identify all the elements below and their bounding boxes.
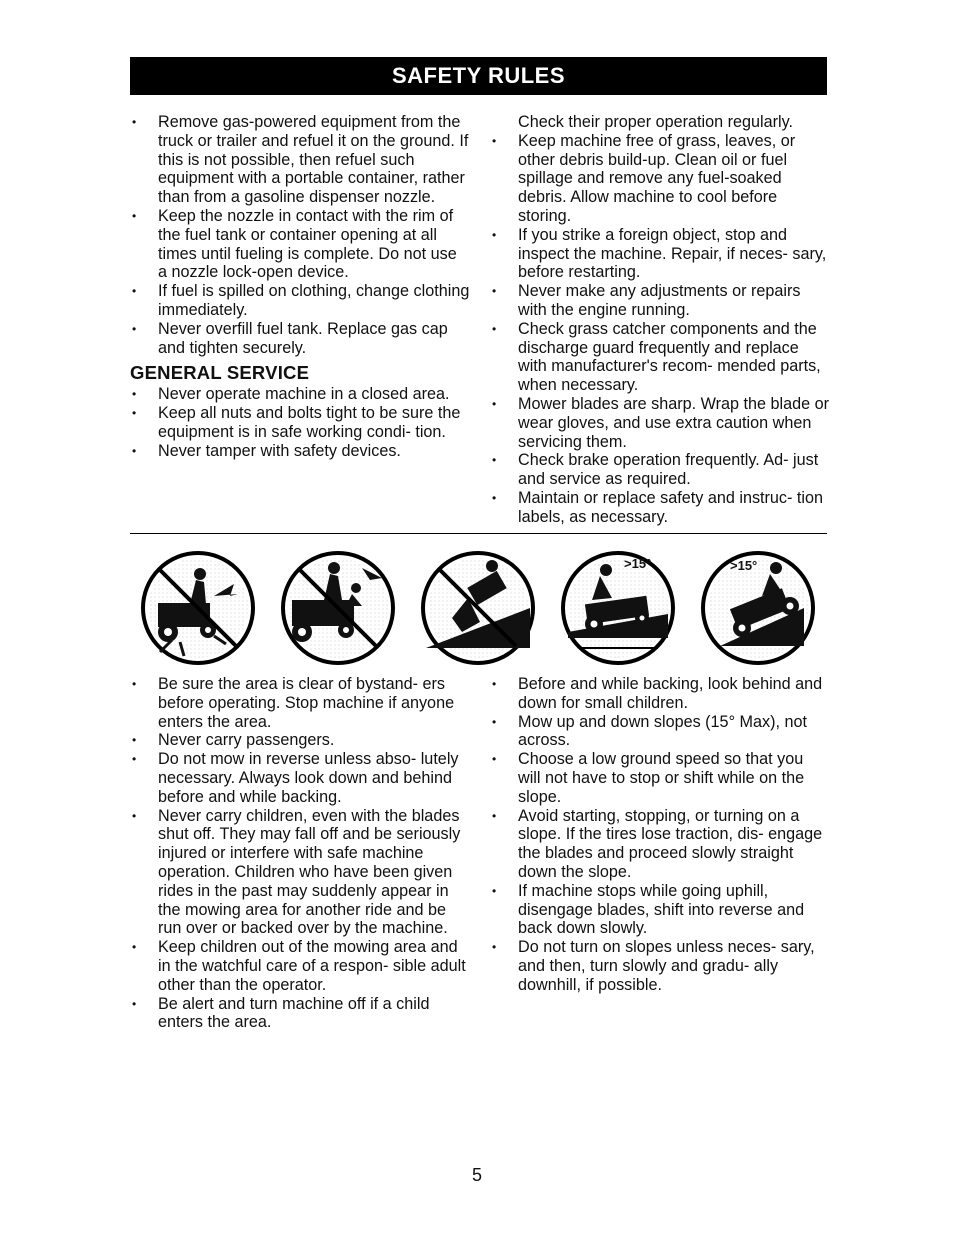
slope-list <box>490 675 830 995</box>
slope-limit-uphill-icon <box>703 553 813 663</box>
list-item: • Mow up and down slopes (15° Max), not across. <box>490 713 830 751</box>
list-item: • Be sure the area is clear of bystand- ers before operating. Stop machine if anyone enters the area. <box>130 675 470 731</box>
list-item: • Before and while backing, look behind and down for small children. <box>490 675 830 713</box>
list-item: • If machine stops while going uphill, disengage blades, shift into reverse and back down slowly. <box>490 882 830 938</box>
fuel-list <box>130 113 470 357</box>
list-item: • Remove gas-powered equipment from the truck or trailer and refuel it on the ground. If this is not possible, then refuel such equipment with a portable container, rather than from a gasoline dispenser nozzle. <box>130 113 470 207</box>
list-item: • Choose a low ground speed so that you will not have to stop or shift while on the slope. <box>490 750 830 806</box>
list-item: • Never make any adjustments or repairs with the engine running. <box>490 282 830 320</box>
list-item: • Check brake operation frequently. Ad- just and service as required. <box>490 451 830 489</box>
list-item: • Check grass catcher components and the discharge guard frequently and replace with manufacturer's recom- mended parts, when necessary. <box>490 320 830 395</box>
list-item: • Never carry passengers. <box>130 731 470 750</box>
list-item: • If fuel is spilled on clothing, change clothing immediately. <box>130 282 470 320</box>
list-item: • Never carry children, even with the blades shut off. They may fall off and be seriously injured or interfere with safe machine operation. Children who have been given rides in the past may suddenly appear in the mowing area for another ride and be run over or backed over by the machine. <box>130 807 470 939</box>
slope-limit-icon <box>563 553 673 663</box>
no-bystanders-icon <box>143 553 253 663</box>
continued-text: Check their proper operation regularly. <box>518 113 794 131</box>
list-item: • Do not mow in reverse unless abso- lutely necessary. Always look down and behind before and while backing. <box>130 750 470 806</box>
safety-pictograms <box>130 548 827 668</box>
page-title: SAFETY RULES <box>391 63 566 88</box>
section-banner <box>130 57 827 95</box>
page-number: 5 <box>471 1165 482 1185</box>
list-item: • Do not turn on slopes unless neces- sary, and then, turn slowly and gradu- ally downhill, if possible. <box>490 938 830 994</box>
list-item: • Keep children out of the mowing area and in the watchful care of a respon- sible adult other than the operator. <box>130 938 470 994</box>
list-item: • Keep the nozzle in contact with the rim of the fuel tank or container opening at all times until fueling is complete. Do not use a nozzle lock-open device. <box>130 207 470 282</box>
top-left-column <box>130 113 470 460</box>
service-list-continued <box>490 132 830 527</box>
top-right-column <box>490 113 830 527</box>
list-item: • Avoid starting, stopping, or turning on a slope. If the tires lose traction, dis- engage the blades and proceed slowly straight down the slope. <box>490 807 830 882</box>
list-item: • Mower blades are sharp. Wrap the blade or wear gloves, and use extra caution when servicing them. <box>490 395 830 451</box>
list-item: • Never tamper with safety devices. <box>130 442 470 461</box>
list-item: • Never overfill fuel tank. Replace gas cap and tighten securely. <box>130 320 470 358</box>
list-item: • Keep all nuts and bolts tight to be sure the equipment is in safe working condi- tion. <box>130 404 470 442</box>
no-passengers-icon <box>283 553 393 663</box>
bottom-right-column <box>490 675 830 995</box>
slope-label: >15° <box>730 558 758 573</box>
bottom-left-column <box>130 675 470 1032</box>
operation-list <box>130 675 470 1032</box>
list-item: • If you strike a foreign object, stop and inspect the machine. Repair, if neces- sary, before restarting. <box>490 226 830 282</box>
no-steep-slope-icon <box>423 553 533 663</box>
list-item: • Maintain or replace safety and instruc- tion labels, as necessary. <box>490 489 830 527</box>
section-heading: GENERAL SERVICE <box>130 362 310 384</box>
slope-label: >15° <box>624 556 652 571</box>
list-item: • Never operate machine in a closed area. <box>130 385 470 404</box>
list-item: • Keep machine free of grass, leaves, or other debris build-up. Clean oil or fuel spillage and remove any fuel-soaked debris. Allow machine to cool before storing. <box>490 132 830 226</box>
service-list <box>130 385 470 460</box>
list-item: • Be alert and turn machine off if a child enters the area. <box>130 995 470 1033</box>
section-divider <box>130 533 827 534</box>
